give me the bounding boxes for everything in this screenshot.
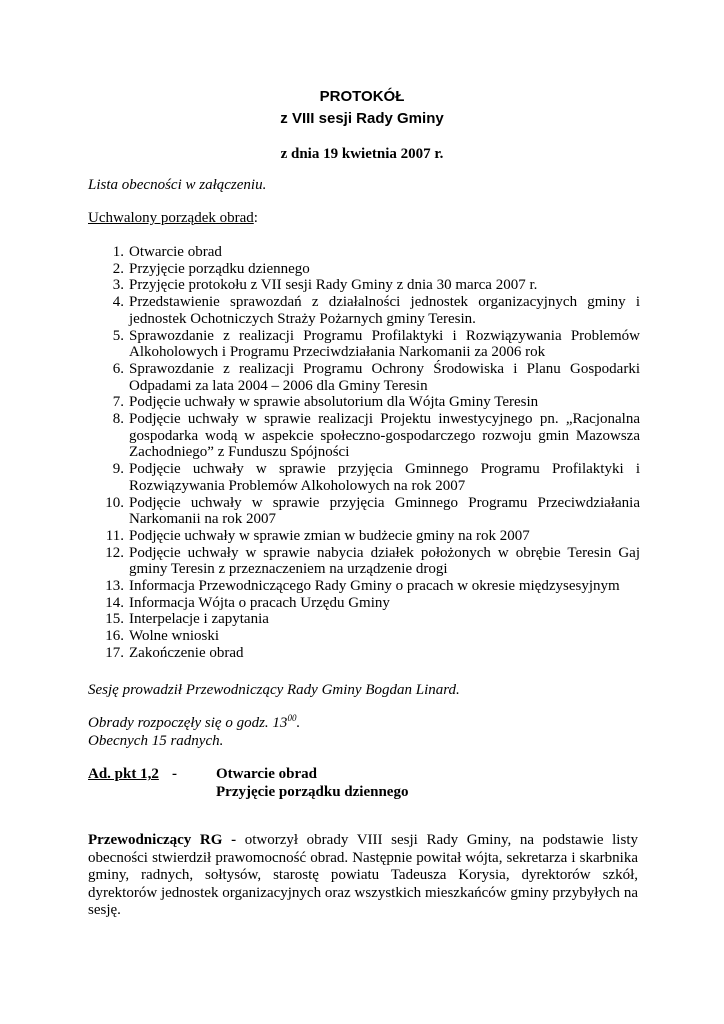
agenda-heading-text: Uchwalony porządek obrad <box>88 210 254 226</box>
document-title: PROTOKÓŁ <box>319 88 405 105</box>
agenda-item-text: Sprawozdanie z realizacji Programu Profilaktyki i Rozwiązywania Problemów Alkoholowych i Programu Przeciwdziałania Narkomanii za 2006 rok <box>129 327 640 361</box>
agenda-item-number: 4. <box>112 294 124 311</box>
agenda-item-text: Wolne wnioski <box>129 628 220 645</box>
agenda-item <box>88 411 640 461</box>
agenda-item <box>88 294 640 327</box>
agenda-item-text: Podjęcie uchwały w sprawie absolutorium dla Wójta Gminy Teresin <box>129 394 539 411</box>
attendance-note: Lista obecności w załączeniu. <box>88 177 267 193</box>
agenda-item-text: Przyjęcie protokołu z VII sesji Rady Gminy z dnia 30 marca 2007 r. <box>129 277 538 294</box>
agenda-item-text: Interpelacje i zapytania <box>129 611 269 628</box>
agenda-point-dash: - <box>172 766 177 782</box>
agenda-item <box>88 328 640 361</box>
agenda-point-title-1: Otwarcie obrad <box>216 766 317 782</box>
agenda-item-number: 12. <box>105 544 124 561</box>
agenda-item <box>88 628 640 645</box>
agenda-item-number: 11. <box>105 527 124 544</box>
agenda-item-number: 2. <box>112 260 124 277</box>
start-time-minutes: 00 <box>287 713 297 723</box>
agenda-item-number: 5. <box>112 327 124 344</box>
agenda-item-text: Podjęcie uchwały w sprawie przyjęcia Gminnego Programu Przeciwdziałania Narkomanii na rok 2007 <box>129 494 640 528</box>
agenda-item-text: Podjęcie uchwały w sprawie nabycia działek położonych w obrębie Teresin Gaj gminy Teresin z przeznaczeniem na urządzenie drogi <box>129 544 640 578</box>
present-count: Obecnych 15 radnych. <box>88 733 224 749</box>
agenda-item-text: Zakończenie obrad <box>129 644 244 661</box>
agenda-item <box>88 578 640 595</box>
speaker-label: Przewodniczący RG - <box>88 832 237 848</box>
agenda-item-text: Sprawozdanie z realizacji Programu Ochrony Środowiska i Planu Gospodarki Odpadami za lata 2004 – 2006 dla Gminy Teresin <box>129 360 640 394</box>
chair-opening-paragraph <box>88 832 638 920</box>
agenda-item <box>88 611 640 628</box>
start-time-text: Obrady rozpoczęły się o godz. 13 <box>88 715 288 731</box>
agenda-point-label: Ad. pkt 1,2 <box>88 766 159 782</box>
agenda-item <box>88 277 640 294</box>
agenda-item-text: Podjęcie uchwały w sprawie zmian w budżecie gminy na rok 2007 <box>129 527 530 544</box>
agenda-heading-colon: : <box>253 210 258 226</box>
agenda-item-number: 16. <box>105 628 124 645</box>
agenda-item <box>88 545 640 578</box>
agenda-item-number: 8. <box>112 411 124 428</box>
paragraph-text: otworzył obrady VIII sesji Rady Gminy, na podstawie listy obecności stwierdził prawomocność obrad. Następnie powitał wójta, sekretarza i skarbnika gminy, radnych, sołtysów, starostę powiatu Tadeusza Korysia, dyrektorów szkół, dyrektorów jednostek organizacyjnych oraz wszystkich mieszkańców gminy przybyłych na sesję. <box>88 832 638 918</box>
agenda-heading <box>88 210 258 227</box>
agenda-item-number: 1. <box>112 244 124 260</box>
chair-note: Sesję prowadził Przewodniczący Rady Gminy Bogdan Linard. <box>88 682 460 698</box>
agenda-item-number: 6. <box>112 360 124 377</box>
agenda-item-number: 3. <box>112 277 124 294</box>
agenda-item-text: Informacja Przewodniczącego Rady Gminy o pracach w okresie międzysesyjnym <box>129 578 620 595</box>
agenda-item-number: 17. <box>105 644 124 661</box>
agenda-item <box>88 495 640 528</box>
agenda-list <box>88 244 640 662</box>
start-time-period: . <box>296 715 301 731</box>
session-date: z dnia 19 kwietnia 2007 r. <box>280 146 444 162</box>
agenda-item <box>88 595 640 612</box>
agenda-item-text: Informacja Wójta o pracach Urzędu Gminy <box>129 594 390 611</box>
agenda-item <box>88 361 640 394</box>
agenda-item <box>88 645 640 662</box>
start-time <box>88 715 300 732</box>
agenda-item-text: Przyjęcie porządku dziennego <box>129 260 310 277</box>
agenda-item-text: Podjęcie uchwały w sprawie realizacji Projektu inwestycyjnego pn. „Racjonalna gospodarka wodą w aspekcie społeczno-gospodarczego rozwoju gmin Mazowsza Zachodniego” z Funduszu Spójności <box>129 411 640 461</box>
agenda-item-text: Otwarcie obrad <box>129 244 222 260</box>
agenda-item-number: 7. <box>112 394 124 411</box>
agenda-item-number: 9. <box>112 461 124 478</box>
agenda-item-number: 10. <box>105 494 124 511</box>
agenda-item <box>88 394 640 411</box>
agenda-point-title-2: Przyjęcie porządku dziennego <box>216 784 409 800</box>
agenda-item-text: Podjęcie uchwały w sprawie przyjęcia Gminnego Programu Profilaktyki i Rozwiązywania Problemów Alkoholowych na rok 2007 <box>129 461 640 494</box>
agenda-item-number: 14. <box>105 594 124 611</box>
agenda-item <box>88 244 640 261</box>
agenda-item <box>88 461 640 494</box>
agenda-item-number: 13. <box>105 578 124 595</box>
agenda-item <box>88 528 640 545</box>
document-subtitle: z VIII sesji Rady Gminy <box>280 110 444 127</box>
agenda-item-text: Przedstawienie sprawozdań z działalności jednostek organizacyjnych gminy i jednostek Ochotniczych Straży Pożarnych gminy Teresin. <box>129 294 640 327</box>
agenda-item-number: 15. <box>105 611 124 628</box>
agenda-item <box>88 261 640 278</box>
